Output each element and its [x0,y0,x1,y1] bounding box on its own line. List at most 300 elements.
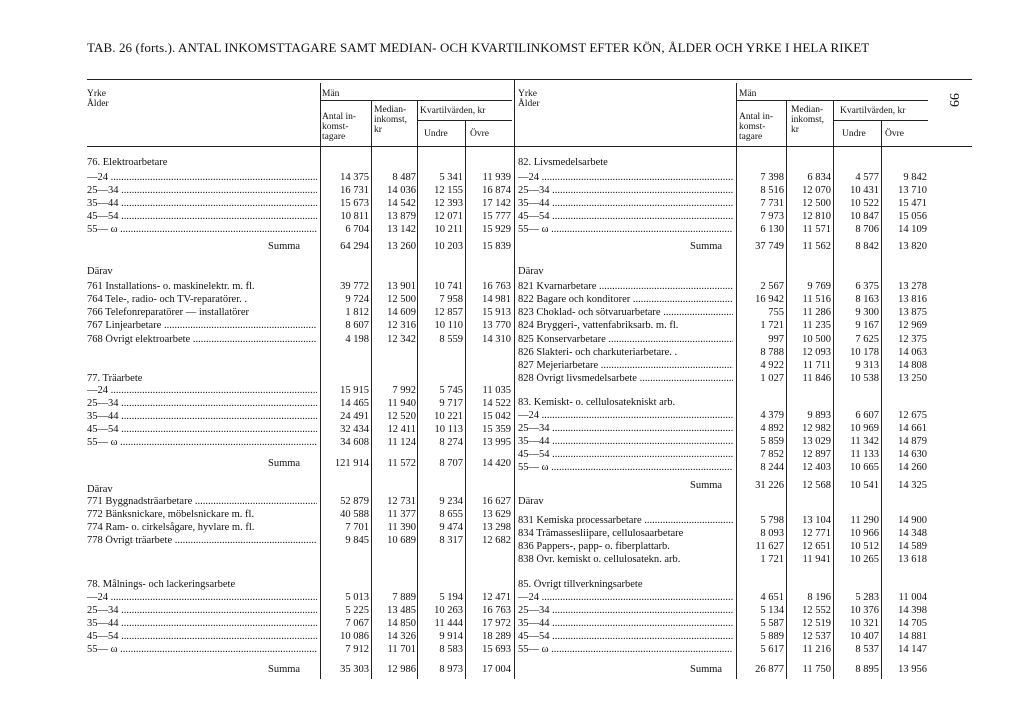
right-row-label: 35—44 ..... [518,618,733,630]
right-header-antal-3: tagare [739,132,763,142]
right-row-label: 838 Övr. kemiskt o. cellulosatekn. arb. [518,554,681,565]
left-header-antal-2: komst- [322,122,349,132]
left-cell-undre: 10 211 [434,224,463,235]
right-table-row [0,281,1024,293]
right-cell-ovre: 11 004 [898,592,927,603]
right-cell-undre: 4 577 [855,172,879,183]
right-row-label: 827 Mejeriarbetare ..... [518,360,733,372]
left-cell-undre: 9 474 [439,522,463,533]
right-cell-median: 12 897 [802,449,831,460]
left-row-label: 764 Tele-, radio- och TV-reparatörer. . [87,294,248,305]
left-row-label: 55— ω ..... [87,437,317,449]
right-cell-undre: 10 321 [850,618,879,629]
left-cell-antal: 1 812 [345,307,369,318]
right-cell-ovre: 15 471 [898,198,927,209]
right-cell-ovre: 14 325 [898,480,927,491]
right-cell-median: 11 711 [802,360,831,371]
right-cell-ovre: 14 808 [898,360,927,371]
right-table-row [0,480,1024,492]
left-row-label: 774 Ram- o. cirkelsågare, hyvlare m. fl. [87,522,255,533]
left-cell-antal: 4 198 [345,334,369,345]
left-cell-median: 14 850 [387,618,416,629]
left-cell-undre: 8 317 [439,535,463,546]
right-cell-antal: 8 788 [760,347,784,358]
left-cell-median: 13 142 [387,224,416,235]
right-cell-ovre: 14 881 [898,631,927,642]
right-cell-undre: 8 895 [855,664,879,675]
left-cell-median: 12 731 [387,496,416,507]
left-cell-antal: 7 912 [345,644,369,655]
left-cell-antal: 10 086 [340,631,369,642]
right-cell-undre: 9 300 [855,307,879,318]
left-cell-undre: 12 393 [434,198,463,209]
left-header-yrke: Yrke [87,89,106,99]
left-header-antal [322,112,356,142]
left-cell-median: 14 542 [387,198,416,209]
left-cell-antal: 5 013 [345,592,369,603]
right-cell-median: 11 516 [802,294,831,305]
right-cell-ovre: 14 260 [898,462,927,473]
left-cell-antal: 121 914 [334,458,369,469]
right-cell-median: 12 500 [802,198,831,209]
right-table-row [0,579,1024,591]
right-cell-ovre: 13 618 [898,554,927,565]
right-cell-antal: 7 731 [760,198,784,209]
right-cell-undre: 7 625 [855,334,879,345]
left-row-label: 77. Träarbete [87,373,143,384]
right-cell-median: 11 846 [802,373,831,384]
left-row-label: Därav [87,266,113,277]
right-cell-median: 11 562 [802,241,831,252]
right-cell-median: 12 810 [802,211,831,222]
left-cell-antal: 14 375 [340,172,369,183]
right-cell-antal: 7 398 [760,172,784,183]
page-number: 99 [946,93,961,107]
right-row-label: 825 Konservarbetare ..... [518,334,733,346]
left-header-median-2: inkomst, [374,115,407,125]
right-cell-ovre: 14 900 [898,515,927,526]
right-cell-median: 12 537 [802,631,831,642]
left-cell-ovre: 16 874 [482,185,511,196]
right-cell-antal: 5 798 [760,515,784,526]
right-cell-undre: 6 607 [855,410,879,421]
right-cell-median: 12 403 [802,462,831,473]
right-table-row [0,373,1024,385]
left-cell-ovre: 16 763 [482,281,511,292]
left-header-antal-1: Antal in- [322,112,357,122]
right-cell-antal: 2 567 [760,281,784,292]
right-table-row [0,496,1024,508]
right-header-median-1: Median- [791,105,824,115]
left-row-label: 45—54 ..... [87,211,317,223]
right-cell-median: 11 216 [802,644,831,655]
left-cell-ovre: 13 770 [482,320,511,331]
left-row-label: 45—54 ..... [87,631,317,643]
right-cell-antal: 1 721 [760,320,784,331]
right-cell-median: 12 552 [802,605,831,616]
left-row-label: 55— ω ..... [87,644,317,656]
right-row-label: Därav [518,496,544,507]
left-cell-median: 13 485 [387,605,416,616]
left-cell-ovre: 18 289 [482,631,511,642]
left-cell-antal: 24 491 [340,411,369,422]
right-row-label: —24 ..... [518,172,733,184]
right-cell-undre: 10 522 [850,198,879,209]
left-cell-antal: 15 673 [340,198,369,209]
left-cell-undre: 8 274 [439,437,463,448]
right-row-label: 45—54 ..... [518,449,733,461]
right-table-row [0,554,1024,566]
right-row-label: 25—34 ..... [518,423,733,435]
right-cell-undre: 11 133 [850,449,879,460]
left-cell-antal: 64 294 [340,241,369,252]
left-cell-undre: 12 857 [434,307,463,318]
right-cell-antal: 37 749 [755,241,784,252]
left-row-label: 766 Telefonreparatörer — installatörer [87,307,250,318]
right-cell-ovre: 14 705 [898,618,927,629]
right-table-row [0,172,1024,184]
left-cell-ovre: 16 627 [482,496,511,507]
left-header-ovre: Övre [470,129,489,139]
left-row-label: 761 Installations- o. maskinelektr. m. fl. [87,281,255,292]
left-cell-antal: 6 704 [345,224,369,235]
left-man-rule [320,100,512,101]
right-cell-undre: 10 178 [850,347,879,358]
right-cell-ovre: 12 375 [898,334,927,345]
left-cell-antal: 14 465 [340,398,369,409]
right-cell-median: 9 769 [807,281,831,292]
right-row-label: Därav [518,266,544,277]
right-cell-ovre: 14 661 [898,423,927,434]
left-header-median-1: Median- [374,105,407,115]
right-cell-antal: 4 651 [760,592,784,603]
right-table-row [0,605,1024,617]
right-cell-antal: 7 973 [760,211,784,222]
right-cell-antal: 5 134 [760,605,784,616]
left-table-row [0,385,1024,397]
left-cell-ovre: 17 142 [482,198,511,209]
right-header-antal-1: Antal in- [739,112,774,122]
left-row-label: 25—34 ..... [87,398,317,410]
right-cell-median: 12 771 [802,528,831,539]
left-row-label: 76. Elektroarbetare [87,157,168,168]
right-row-label: 834 Trämassesliipare, cellulosaarbetare [518,528,684,539]
right-cell-antal: 1 721 [760,554,784,565]
left-cell-antal: 16 731 [340,185,369,196]
right-cell-ovre: 13 820 [898,241,927,252]
left-cell-undre: 12 155 [434,185,463,196]
left-cell-median: 12 500 [387,294,416,305]
left-cell-undre: 5 194 [439,592,463,603]
left-row-label: 35—44 ..... [87,198,317,210]
right-row-label: 824 Bryggeri-, vattenfabriksarb. m. fl. [518,320,679,331]
left-cell-ovre: 12 682 [482,535,511,546]
left-cell-ovre: 15 042 [482,411,511,422]
right-cell-undre: 11 290 [850,515,879,526]
left-cell-antal: 7 701 [345,522,369,533]
left-header-alder: Ålder [87,99,109,109]
left-cell-median: 13 879 [387,211,416,222]
left-cell-antal: 7 067 [345,618,369,629]
right-table-row [0,592,1024,604]
left-cell-ovre: 15 777 [482,211,511,222]
right-cell-undre: 11 342 [850,436,879,447]
left-cell-antal: 35 303 [340,664,369,675]
left-cell-ovre: 15 359 [482,424,511,435]
left-cell-ovre: 14 420 [482,458,511,469]
right-table-row [0,410,1024,422]
left-cell-antal: 15 915 [340,385,369,396]
left-cell-undre: 10 741 [434,281,463,292]
left-cell-median: 14 326 [387,631,416,642]
right-table-row [0,423,1024,435]
right-cell-ovre: 12 675 [898,410,927,421]
right-table-row [0,198,1024,210]
right-cell-undre: 10 407 [850,631,879,642]
right-row-label: 828 Övrigt livsmedelsarbete ..... [518,373,733,385]
right-row-label: 45—54 ..... [518,631,733,643]
right-table-row [0,449,1024,461]
left-cell-undre: 10 221 [434,411,463,422]
left-cell-median: 10 689 [387,535,416,546]
right-cell-median: 11 571 [802,224,831,235]
right-table-row [0,631,1024,643]
right-cell-undre: 10 969 [850,423,879,434]
right-cell-ovre: 13 710 [898,185,927,196]
left-cell-ovre: 15 839 [482,241,511,252]
left-summa-label: Summa [268,241,301,252]
left-summa-label: Summa [268,664,301,675]
right-header-undre: Undre [842,129,866,139]
right-cell-median: 11 750 [802,664,831,675]
right-cell-median: 12 519 [802,618,831,629]
right-table-row [0,307,1024,319]
left-header-median-3: kr [374,125,382,135]
right-cell-antal: 5 617 [760,644,784,655]
left-cell-median: 12 342 [387,334,416,345]
right-cell-median: 6 834 [807,172,831,183]
right-table-row [0,528,1024,540]
right-row-label: 35—44 ..... [518,436,733,448]
right-cell-ovre: 12 969 [898,320,927,331]
right-table-row [0,157,1024,169]
left-cell-ovre: 15 693 [482,644,511,655]
right-cell-antal: 26 877 [755,664,784,675]
right-cell-ovre: 14 348 [898,528,927,539]
right-header-yrke: Yrke [518,89,537,99]
right-header-median-2: inkomst, [791,115,824,125]
right-table-row [0,541,1024,553]
right-row-label: 831 Kemiska processarbetare ..... [518,515,733,527]
left-cell-undre: 8 559 [439,334,463,345]
left-cell-median: 11 940 [387,398,416,409]
left-cell-median: 11 124 [387,437,416,448]
left-row-label: 55— ω ..... [87,224,317,236]
left-cell-ovre: 12 471 [482,592,511,603]
left-cell-median: 12 411 [387,424,416,435]
right-cell-undre: 10 512 [850,541,879,552]
right-cell-median: 8 196 [807,592,831,603]
left-header-antal-3: tagare [322,132,346,142]
right-cell-antal: 4 922 [760,360,784,371]
left-header-man: Män [322,89,340,99]
right-cell-median: 10 500 [802,334,831,345]
right-cell-ovre: 14 630 [898,449,927,460]
right-table-row [0,618,1024,630]
left-cell-undre: 8 707 [439,458,463,469]
left-cell-undre: 8 655 [439,509,463,520]
left-cell-ovre: 13 629 [482,509,511,520]
right-cell-median: 12 982 [802,423,831,434]
right-header-median-3: kr [791,125,799,135]
right-table-row [0,266,1024,278]
right-cell-median: 13 104 [802,515,831,526]
header-bottom-rule [87,146,972,147]
right-table-row [0,462,1024,474]
right-table-row [0,320,1024,332]
left-cell-antal: 39 772 [340,281,369,292]
left-cell-median: 14 609 [387,307,416,318]
right-summa-label: Summa [690,664,723,675]
left-cell-undre: 8 583 [439,644,463,655]
right-cell-ovre: 14 109 [898,224,927,235]
right-cell-undre: 10 376 [850,605,879,616]
left-cell-antal: 9 724 [345,294,369,305]
right-table-row [0,294,1024,306]
right-row-label: 822 Bagare och konditorer ..... [518,294,733,306]
left-row-label: 767 Linjearbetare ..... [87,320,317,332]
right-cell-antal: 997 [768,334,784,345]
right-cell-ovre: 13 875 [898,307,927,318]
right-cell-ovre: 14 589 [898,541,927,552]
left-header-undre: Undre [424,129,448,139]
left-cell-median: 11 572 [387,458,416,469]
right-cell-antal: 8 516 [760,185,784,196]
left-cell-ovre: 11 035 [482,385,511,396]
left-row-label: Därav [87,484,113,495]
right-row-label: 83. Kemiskt- o. cellulosatekniskt arb. [518,397,676,408]
right-row-label: 45—54 ..... [518,211,733,223]
left-cell-antal: 9 845 [345,535,369,546]
right-table-row [0,224,1024,236]
left-cell-median: 12 316 [387,320,416,331]
left-cell-ovre: 14 981 [482,294,511,305]
right-table-row [0,397,1024,409]
right-table-row [0,664,1024,676]
right-cell-undre: 9 313 [855,360,879,371]
left-cell-median: 12 520 [387,411,416,422]
right-cell-undre: 10 541 [850,480,879,491]
right-table-row [0,644,1024,656]
right-cell-ovre: 14 879 [898,436,927,447]
left-cell-ovre: 16 763 [482,605,511,616]
right-cell-median: 12 093 [802,347,831,358]
left-row-label: 772 Bänksnickare, möbelsnickare m. fl. [87,509,255,520]
left-cell-antal: 8 607 [345,320,369,331]
left-cell-median: 7 889 [392,592,416,603]
right-cell-undre: 5 283 [855,592,879,603]
right-cell-median: 13 029 [802,436,831,447]
left-row-label: —24 ..... [87,172,317,184]
left-cell-undre: 7 958 [439,294,463,305]
left-cell-median: 8 487 [392,172,416,183]
left-row-label: 25—34 ..... [87,605,317,617]
left-cell-undre: 9 914 [439,631,463,642]
left-row-label: 778 Övrigt träarbete ..... [87,535,317,547]
right-cell-undre: 10 265 [850,554,879,565]
left-header-median [374,105,407,135]
left-cell-undre: 10 113 [434,424,463,435]
left-cell-median: 13 901 [387,281,416,292]
right-table-row [0,185,1024,197]
right-cell-median: 12 568 [802,480,831,491]
right-cell-undre: 10 847 [850,211,879,222]
left-cell-antal: 40 588 [340,509,369,520]
right-header-antal [739,112,773,142]
right-summa-label: Summa [690,241,723,252]
right-row-label: 55— ω ..... [518,462,733,474]
right-cell-median: 12 070 [802,185,831,196]
right-cell-median: 11 235 [802,320,831,331]
right-cell-undre: 10 538 [850,373,879,384]
left-cell-ovre: 13 995 [482,437,511,448]
left-cell-undre: 10 263 [434,605,463,616]
right-row-label: 35—44 ..... [518,198,733,210]
left-cell-median: 13 260 [387,241,416,252]
right-table-row [0,360,1024,372]
right-cell-antal: 16 942 [755,294,784,305]
left-row-label: —24 ..... [87,385,317,397]
right-cell-antal: 4 379 [760,410,784,421]
left-row-label: 771 Byggnadsträarbetare ..... [87,496,317,508]
left-cell-median: 11 390 [387,522,416,533]
left-row-label: 768 Övrigt elektroarbete ..... [87,334,317,346]
right-header-man: Män [739,89,757,99]
right-cell-median: 11 941 [802,554,831,565]
right-row-label: 55— ω ..... [518,224,733,236]
right-header-antal-2: komst- [739,122,766,132]
left-cell-undre: 10 110 [434,320,463,331]
left-cell-undre: 11 444 [434,618,463,629]
right-cell-antal: 11 627 [755,541,784,552]
right-cell-ovre: 13 816 [898,294,927,305]
left-row-label: 35—44 ..... [87,618,317,630]
right-man-rule [736,100,928,101]
right-header-alder: Ålder [518,99,540,109]
left-cell-ovre: 15 913 [482,307,511,318]
right-cell-undre: 6 375 [855,281,879,292]
left-cell-undre: 12 071 [434,211,463,222]
left-cell-undre: 9 234 [439,496,463,507]
right-table-row [0,347,1024,359]
right-cell-antal: 31 226 [755,480,784,491]
right-cell-antal: 8 093 [760,528,784,539]
right-table-row [0,241,1024,253]
left-cell-antal: 10 811 [340,211,369,222]
right-row-label: —24 ..... [518,592,733,604]
right-cell-ovre: 14 063 [898,347,927,358]
right-cell-ovre: 14 398 [898,605,927,616]
left-cell-median: 14 036 [387,185,416,196]
left-row-label: —24 ..... [87,592,317,604]
right-cell-ovre: 13 278 [898,281,927,292]
right-table-row [0,436,1024,448]
right-cell-ovre: 15 056 [898,211,927,222]
right-cell-antal: 4 892 [760,423,784,434]
right-cell-undre: 10 665 [850,462,879,473]
left-cell-ovre: 17 004 [482,664,511,675]
right-cell-ovre: 13 250 [898,373,927,384]
